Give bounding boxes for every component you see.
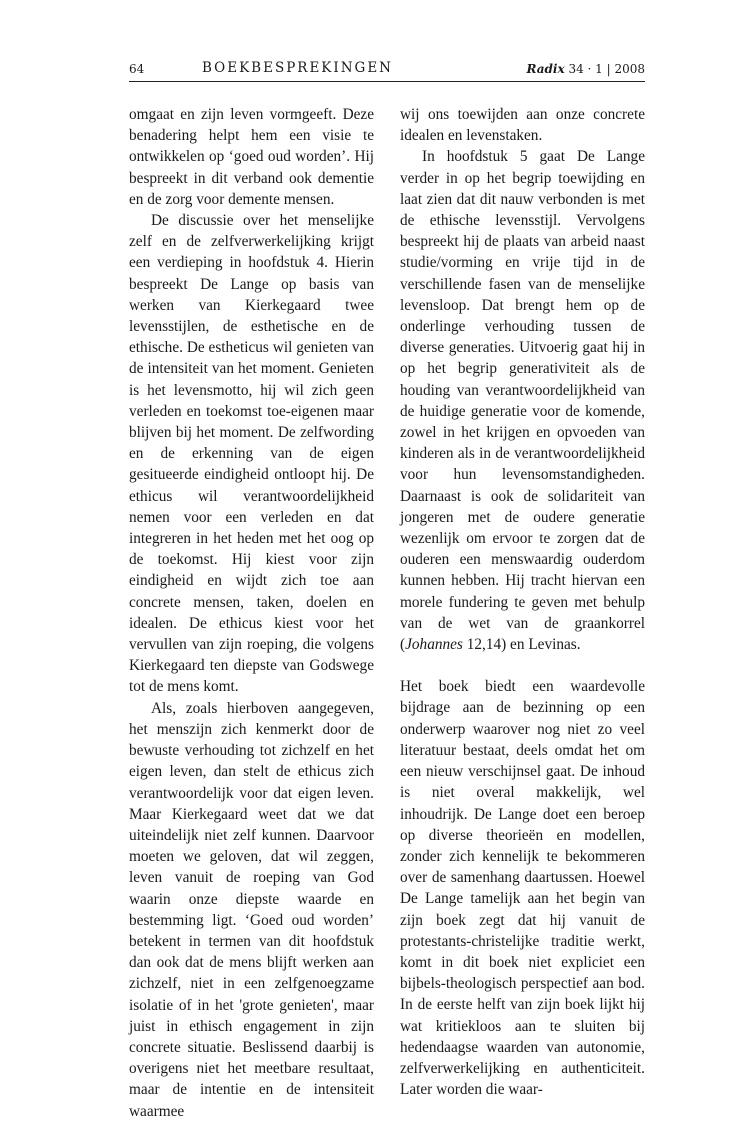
paragraph-text: In hoofdstuk 5 gaat De Lange verder in op het begrip toewijding en laat zien dat dit nauw verbonden is met de ethische levensstijl. Vervolgens bespreekt hij de plaats van arbeid naast studie/vorming en vrije tijd in de verschillende fasen van de menselijke levensloop. Dat brengt hem op de onderlinge verhouding tussen de diverse generaties. Uitvoerig gaat hij in op het begrip generativiteit als de houding van verantwoordelijkheid van de huidige generatie voor de komende, zowel in het krijgen en opvoeden van kinderen als in de verantwoordelijkheid voor hun levensomstandigheden. Daarnaast is ook de solidariteit van jongeren met de oudere generatie wezenlijk om ervoor te zorgen dat de ouderen een menswaardig ouderdom kunnen hebben. Hij tracht hiervan een morele fundering te geven met behulp van de wet van de graankorrel ( <box>400 148 645 654</box>
bible-book-reference: Johannes <box>405 636 463 654</box>
paragraph: omgaat en zijn leven vormgeeft. Deze benadering helpt hem een visie te ontwikkelen op ‘goed oud worden’. Hij bespreekt in dit verband ook dementie en de zorg voor demente mensen. <box>129 106 374 208</box>
paragraph: Als, zoals hierboven aangegeven, het menszijn zich kenmerkt door de bewuste verhouding tot zichzelf en het eigen leven, dan stelt de ethicus zich verantwoordelijk voor dat eigen leven. Maar Kierkegaard weet dat we dat uiteindelijk niet zelf kunnen. Daarvoor moeten we geloven, dat wil zeggen, leven vanuit de roeping van God waarin onze diepste waarde en bestemming ligt. ‘Goed oud worden’ betekent in termen van dit hoofdstuk dan ook dat de mens blijft werken aan zichzelf, niet in een zelfgenoegzame isolatie of in het 'grote genieten', maar juist in ethisch engagement in zijn concrete situatie. Beslissend daarbij is overigens niet het meetbare resultaat, maar de intentie en de intensiteit waarmee <box>129 699 374 1120</box>
paragraph: De discussie over het menselijke zelf en de zelfverwerkelijking krijgt een verdieping in hoofdstuk 4. Hierin bespreekt De Lange op basis van werken van Kierkegaard twee levensstijlen, de esthetische en de ethische. De estheticus wil genieten van de intensiteit van het moment. Genieten is het levensmotto, hij wil zich geen verleden en toekomst toe-eigenen maar blijven bij het moment. De zelfwording en de erkenning van de eigen gesitueerde eindigheid ontloopt hij. De ethicus wil verantwoordelijkheid nemen voor een verleden en dat integreren in het heden met het oog op de toekomst. Hij kiest voor zijn eindigheid en wijdt zich toe aan concrete mensen, taken, doelen en idealen. De ethicus kiest voor het vervullen van zijn roeping, die volgens Kierkegaard ten diepste van Godswege tot de mens komt. <box>129 212 374 696</box>
running-header <box>129 60 645 78</box>
paragraph: Het boek biedt een waardevolle bijdrage aan de bezinning op een onderwerp waarover nog niet zo veel literatuur bestaat, deels omdat het om een nieuw verschijnsel gaat. De inhoud is niet overal makkelijk, wel inhoudrijk. De Lange doet een beroep op diverse theorieën en modellen, zonder zich kennelijk te bekommeren over de samenhang daartussen. Hoewel De Lange tamelijk aan het begin van zijn boek zegt dat hij vanuit de protestants-christelijke traditie werkt, komt in dit boek niet expliciet een bijbels-theologisch perspectief aan bod. In de eerste helft van zijn boek lijkt hij wat kritiekloos aan te sluiten bij hedendaagse waarden van autonomie, zelfverwerkelijking en authenticiteit. Later worden die waar- <box>400 678 645 1099</box>
journal-citation <box>526 62 645 76</box>
journal-name: Radix <box>526 62 565 76</box>
page-number: 64 <box>129 62 145 76</box>
paragraph-text: 12,14) en Levinas. <box>462 636 581 654</box>
paragraph <box>400 146 645 655</box>
right-column <box>400 104 645 1100</box>
journal-issue: 34 · 1 | 2008 <box>568 62 645 76</box>
paragraph: wij ons toewijden aan onze concrete idealen en levenstaken. <box>400 106 645 145</box>
header-rule <box>129 81 645 82</box>
left-column <box>129 104 374 1122</box>
section-title: BOEKBESPREKINGEN <box>202 60 393 76</box>
